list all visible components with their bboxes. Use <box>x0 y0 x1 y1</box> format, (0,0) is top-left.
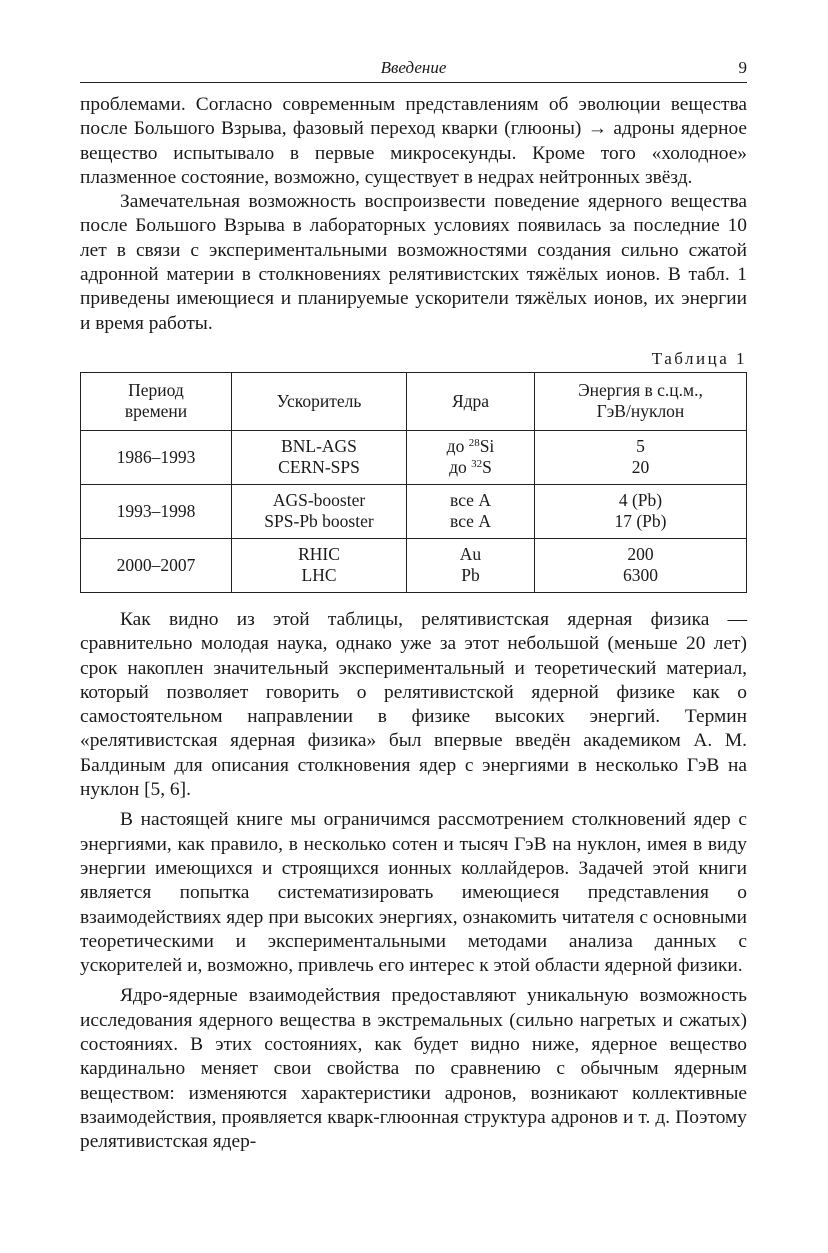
header-nuclei: Ядра <box>407 372 535 430</box>
paragraph-4: В настоящей книге мы ограничимся рассмотрением столкновений ядер с энергиями, как правило, в несколько сотен и тысяч ГэВ на нуклон, имея в виду энергии имеющихся и строящихся ионных коллайдеров. Задачей этой книги является попытка систематизировать имеющиеся представления о взаимодействиях ядер при высоких энергиях, ознакомить читателя с основными теоретическими и экспериментальными методами анализа данных с ускорителей и, возможно, привлечь его интерес к этой области ядерной физики. <box>80 809 747 977</box>
nucleus-prefix: до <box>446 436 469 457</box>
header-period <box>81 372 232 430</box>
accelerators-table <box>80 372 747 593</box>
page <box>80 56 747 1155</box>
accelerator-name: BNL-AGS <box>281 436 357 457</box>
accelerator-name: LHC <box>301 565 337 586</box>
accelerator-name: AGS-booster <box>272 490 366 511</box>
nucleus: все A <box>450 490 491 511</box>
paragraph-2: Замечательная возможность воспроизвести поведение ядерного вещества после Большого Взрыва в лабораторных условиях появилась за последние 10 лет в связи с экспериментальными возможностями создания сильно сжатой адронной материи в столкновениях релятивистских тяжёлых ионов. В табл. 1 приведены имеющиеся и планируемые ускорители тяжёлых ионов, их энергии и время работы. <box>80 191 747 334</box>
nucleus: Pb <box>461 565 480 586</box>
nucleus-prefix: до <box>449 457 472 478</box>
energy-value: 6300 <box>623 565 658 586</box>
energy-value: 20 <box>631 457 650 478</box>
nucleus: все A <box>450 511 491 532</box>
header-period-line1: Период <box>128 380 184 401</box>
cell-period: 1986–1993 <box>81 430 232 484</box>
cell-nuclei <box>407 538 535 592</box>
accelerator-name: CERN-SPS <box>278 457 360 478</box>
mass-number: 32 <box>471 458 483 471</box>
paragraph-5: Ядро-ядерные взаимодействия предоставляют уникальную возможность исследования ядерного вещества в экстремальных (сильно нагретых и сжатых) состояниях. В этих состояниях, как будет видно ниже, ядерное вещество кардинально меняет свои свойства по сравнению с обычным ядерным веществом: изменяются характеристики адронов, возникают коллективные взаимодействия, проявляется кварк-глюонная структура адронов и т. д. Поэтому релятивистская ядер- <box>80 985 747 1153</box>
table-row <box>81 430 747 484</box>
cell-period: 1993–1998 <box>81 484 232 538</box>
cell-accelerators <box>232 430 407 484</box>
paragraph-3: Как видно из этой таблицы, релятивистская ядерная физика — сравнительно молодая наука, однако уже за этот небольшой (меньше 20 лет) срок накоплен значительный экспериментальный и теоретический материал, который позволяет говорить о релятивистской ядерной физике как о самостоятельном направлении в физике высоких энергий. Термин «релятивистская ядерная физика» был впервые введён академиком А. М. Балдиным для описания столкновения ядер с энергиями в несколько ГэВ на нуклон [5, 6]. <box>80 608 747 801</box>
cell-accelerators <box>232 538 407 592</box>
nucleus <box>407 457 534 478</box>
header-period-line2: времени <box>124 401 188 422</box>
energy-value: 4 (Pb) <box>618 490 663 511</box>
mass-number: 28 <box>468 437 480 450</box>
element-symbol: Si <box>479 436 495 457</box>
nucleus: Au <box>459 544 482 565</box>
cell-accelerators <box>232 484 407 538</box>
table-caption: Таблица 1 <box>651 348 747 368</box>
nucleus <box>407 436 534 457</box>
cell-energy <box>535 484 747 538</box>
cell-nuclei <box>407 430 535 484</box>
page-number: 9 <box>738 58 747 77</box>
paragraph-1: проблемами. Согласно современным представлениям об эволюции вещества после Большого Взрыва, фазовый переход кварки (глюоны) → адроны ядерное вещество испытывало в первые микросекунды. Кроме того «холодное» плазменное состояние, возможно, существует в недрах нейтронных звёзд. <box>80 94 747 188</box>
header-accelerator: Ускоритель <box>232 372 407 430</box>
running-header <box>80 56 747 83</box>
cell-energy <box>535 538 747 592</box>
accelerator-name: SPS-Pb booster <box>264 511 374 532</box>
cell-energy <box>535 430 747 484</box>
header-energy-line1: Энергия в с.ц.м., <box>578 380 703 401</box>
header-energy-line2: ГэВ/нуклон <box>596 401 685 422</box>
table-row <box>81 538 747 592</box>
table-header-row <box>81 372 747 430</box>
cell-period: 2000–2007 <box>81 538 232 592</box>
cell-nuclei <box>407 484 535 538</box>
energy-value: 17 (Pb) <box>614 511 667 532</box>
element-symbol: S <box>482 457 492 478</box>
table-row <box>81 484 747 538</box>
header-energy <box>535 372 747 430</box>
running-title: Введение <box>380 58 447 77</box>
accelerator-name: RHIC <box>298 544 340 565</box>
energy-value: 200 <box>627 544 654 565</box>
energy-value: 5 <box>636 436 645 457</box>
